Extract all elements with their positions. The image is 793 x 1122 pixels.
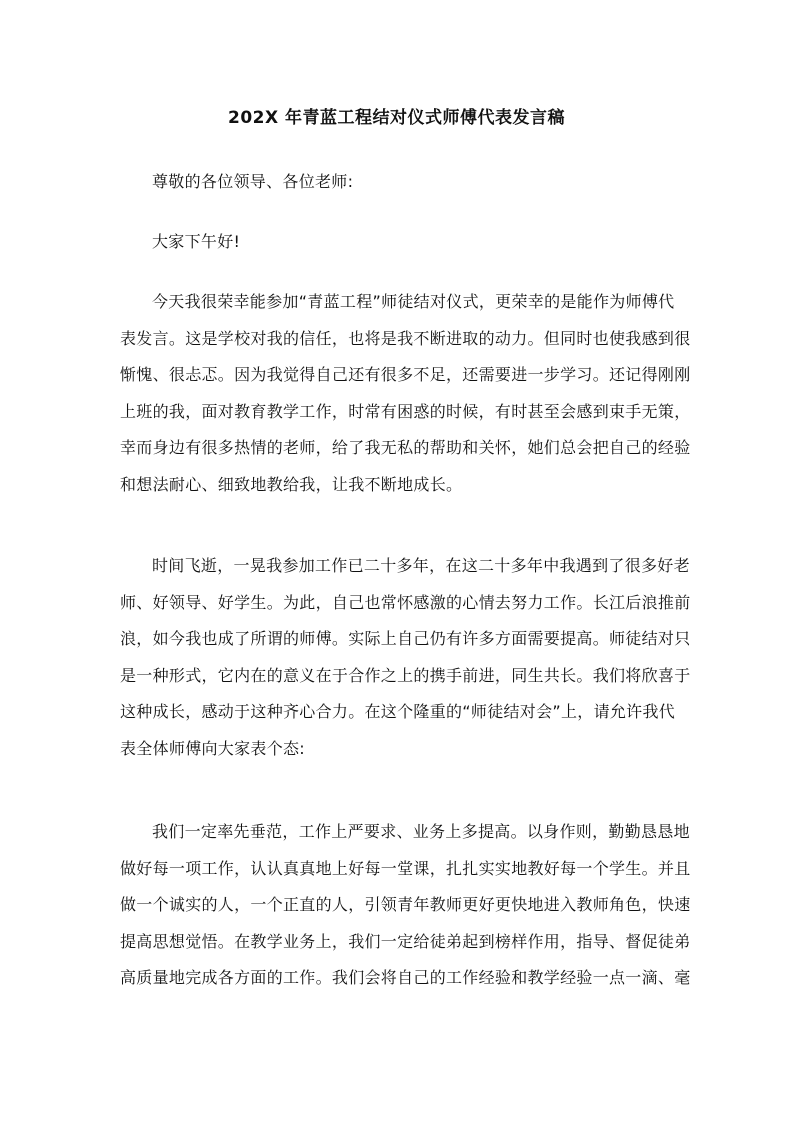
paragraph-line: 我们一定率先垂范，工作上严要求、业务上多提高。以身作则，勤勤恳恳地 xyxy=(152,822,690,841)
paragraph-line: 表发言。这是学校对我的信任，也将是我不断进取的动力。但同时也使我感到很 xyxy=(120,328,691,348)
paragraph-line: 惭愧、很忐忑。因为我觉得自己还有很多不足，还需要进一步学习。还记得刚刚 xyxy=(120,365,691,385)
greeting xyxy=(120,224,680,261)
paragraph-line: 做一个诚实的人，一个正直的人，引领青年教师更好更快地进入教师角色，快速 xyxy=(120,895,691,915)
paragraph-3 xyxy=(120,814,691,997)
paragraph-line: 幸而身边有很多热情的老师，给了我无私的帮助和关怀，她们总会把自己的经验 xyxy=(120,438,691,458)
paragraph-line: 浪，如今我也成了所谓的师傅。实际上自己仍有许多方面需要提高。师徒结对只 xyxy=(120,629,691,649)
paragraph-line: 高质量地完成各方面的工作。我们会将自己的工作经验和教学经验一点一滴、毫 xyxy=(120,968,691,988)
greeting-text: 大家下午好! xyxy=(152,232,241,251)
paragraph-1 xyxy=(120,284,691,504)
salutation xyxy=(120,164,680,201)
document-title: 202X 年青蓝工程结对仪式师傅代表发言稿 xyxy=(227,108,565,128)
salutation-text: 尊敬的各位领导、各位老师: xyxy=(152,172,354,191)
paragraph-line: 表全体师傅向大家表个态: xyxy=(120,738,305,758)
paragraph-line: 提高思想觉悟。在教学业务上，我们一定给徒弟起到榜样作用，指导、督促徒弟 xyxy=(120,931,691,951)
paragraph-line: 时间飞逝，一晃我参加工作已二十多年，在这二十多年中我遇到了很多好老 xyxy=(152,556,690,575)
paragraph-line: 上班的我，面对教育教学工作，时常有困惑的时候，有时甚至会感到束手无策， xyxy=(120,401,691,421)
paragraph-line: 做好每一项工作，认认真真地上好每一堂课，扎扎实实地教好每一个学生。并且 xyxy=(120,858,691,878)
paragraph-line: 和想法耐心、细致地教给我，让我不断地成长。 xyxy=(120,474,463,494)
paragraph-line: 是一种形式，它内在的意义在于合作之上的携手前进，同生共长。我们将欣喜于 xyxy=(120,665,691,685)
paragraph-line: 师、好领导、好学生。为此，自己也常怀感激的心情去努力工作。长江后浪推前 xyxy=(120,592,691,612)
paragraph-2 xyxy=(120,548,691,768)
paragraph-line: 今天我很荣幸能参加“青蓝工程”师徒结对仪式，更荣幸的是能作为师傅代 xyxy=(152,292,675,311)
paragraph-line: 这种成长，感动于这种齐心合力。在这个隆重的“师徒结对会”上，请允许我代 xyxy=(120,702,676,722)
